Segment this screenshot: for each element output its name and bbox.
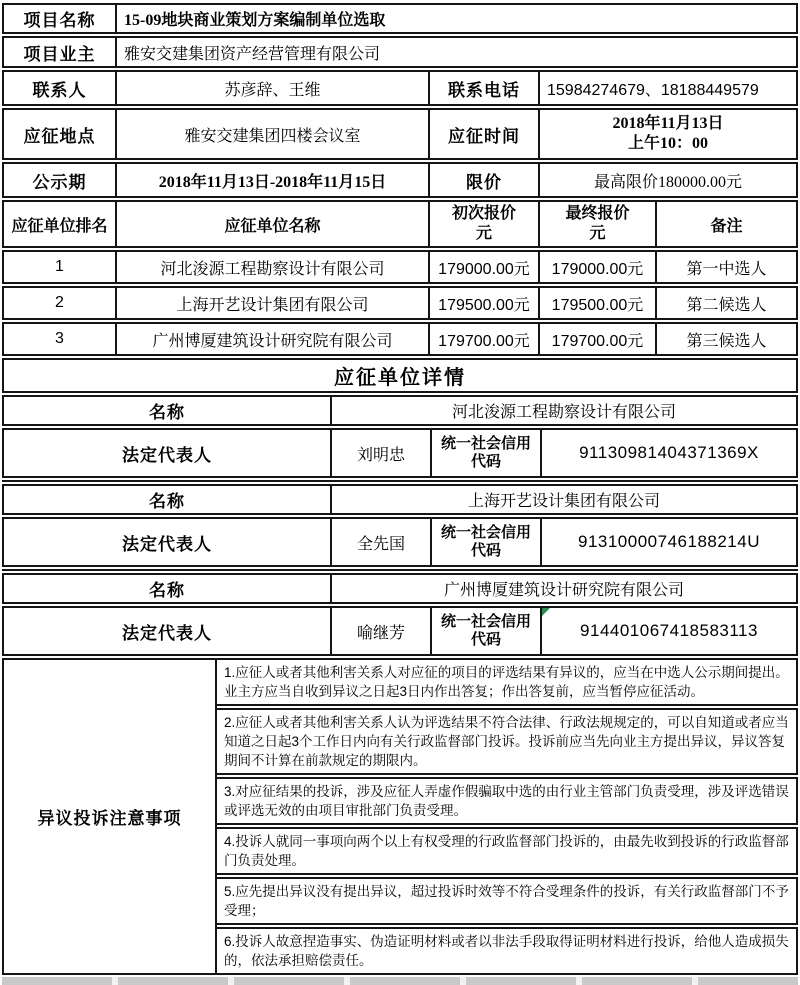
objection-note-4: 4.投诉人就同一事项向两个以上有权受理的行政监督部门投诉的，由最先收到投诉的行政监督部门负责处理。: [217, 827, 798, 875]
credit-code-label-line2: 代码: [470, 542, 501, 559]
final-price: 179500.00元: [540, 286, 657, 320]
company2-legal-row: [2, 517, 798, 567]
publicity-label: 公示期: [2, 162, 117, 198]
company-name-value: 上海开艺设计集团有限公司: [332, 484, 798, 515]
time-value: [540, 108, 798, 160]
time-label: 应征时间: [430, 108, 540, 160]
section-divider: [2, 480, 798, 482]
venue-value: 雅安交建集团四楼会议室: [117, 108, 430, 160]
col-final-price-line2: 元: [589, 225, 606, 242]
details-section-title: 应征单位详情: [2, 358, 798, 393]
objection-note-6: 6.投诉人故意捏造事实、伪造证明材料或者以非法手段取得证明材料进行投诉，给他人造成损失的，依法承担赔偿责任。: [217, 927, 798, 975]
company1-legal-row: [2, 428, 798, 478]
objection-note-1: 1.应征人或者其他利害关系人对应征的项目的评选结果有异议的，应当在中选人公示期间提出。业主方应当自收到异议之日起3日内作出答复；作出答复前，应当暂停应征活动。: [217, 658, 798, 706]
time-date: 2018年11月13日: [612, 115, 724, 132]
first-price: 179700.00元: [430, 322, 540, 356]
rank-value: 3: [2, 322, 117, 356]
final-price: 179000.00元: [540, 250, 657, 284]
col-final-price-header: [540, 200, 657, 248]
project-owner-label: 项目业主: [2, 36, 117, 68]
credit-code-label-line1: 统一社会信用: [440, 524, 531, 541]
legal-rep-label: 法定代表人: [2, 517, 332, 567]
objection-notes-block: [2, 658, 798, 975]
contact-label: 联系人: [2, 70, 117, 106]
legal-rep-value: 喻继芳: [332, 606, 432, 656]
credit-code-label-line2: 代码: [470, 453, 501, 470]
credit-code-label: [432, 428, 542, 478]
company1-name-row: [2, 395, 798, 426]
first-price: 179500.00元: [430, 286, 540, 320]
cropped-next-row-strip: [2, 977, 798, 985]
project-owner-value: 雅安交建集团资产经营管理有限公司: [117, 36, 798, 68]
objection-notes-label: 异议投诉注意事项: [2, 658, 217, 975]
price-limit-value: 最高限价180000.00元: [540, 162, 798, 198]
section-divider: [2, 569, 798, 571]
phone-label: 联系电话: [430, 70, 540, 106]
col-first-price-header: [430, 200, 540, 248]
col-first-price-line1: 初次报价: [451, 205, 516, 222]
project-name-row: [2, 3, 798, 34]
rank-value: 2: [2, 286, 117, 320]
ranking-row-3: [2, 322, 798, 356]
ranking-header-row: [2, 200, 798, 248]
remark: 第一中选人: [657, 250, 798, 284]
project-name-value: 15-09地块商业策划方案编制单位选取: [117, 3, 798, 34]
company-name-label: 名称: [2, 395, 332, 426]
credit-code-label-line1: 统一社会信用: [440, 435, 531, 452]
credit-code-value: 914401067418583113: [542, 606, 798, 656]
details-title-row: [2, 358, 798, 393]
legal-rep-label: 法定代表人: [2, 606, 332, 656]
bidder-name: 广州博厦建筑设计研究院有限公司: [117, 322, 430, 356]
final-price: 179700.00元: [540, 322, 657, 356]
credit-code-value: 91130981404371369X: [542, 428, 798, 478]
ranking-row-2: [2, 286, 798, 320]
project-name-label: 项目名称: [2, 3, 117, 34]
company2-name-row: [2, 484, 798, 515]
credit-code-value: 91310000746188214U: [542, 517, 798, 567]
legal-rep-value: 全先国: [332, 517, 432, 567]
objection-notes-list: [217, 658, 798, 975]
objection-note-2: 2.应征人或者其他利害关系人认为评选结果不符合法律、行政法规规定的，可以自知道或者应当知道之日起3个工作日内向有关行政监督部门投诉。投诉前应当先向业主方提出异议，异议答复期间不计算在前款规定的期限内。: [217, 708, 798, 775]
company3-legal-row: [2, 606, 798, 656]
rank-value: 1: [2, 250, 117, 284]
remark: 第三候选人: [657, 322, 798, 356]
credit-code-label: [432, 517, 542, 567]
bidder-name: 上海开艺设计集团有限公司: [117, 286, 430, 320]
col-name-header: 应征单位名称: [117, 200, 430, 248]
cell-corner-marker: [542, 608, 550, 616]
credit-code-label-line2: 代码: [470, 631, 501, 648]
company-name-value: 广州博厦建筑设计研究院有限公司: [332, 573, 798, 604]
company-name-value: 河北浚源工程勘察设计有限公司: [332, 395, 798, 426]
publicity-row: [2, 162, 798, 198]
company-name-label: 名称: [2, 573, 332, 604]
project-owner-row: [2, 36, 798, 68]
publicity-value: 2018年11月13日-2018年11月15日: [117, 162, 430, 198]
col-rank-header: 应征单位排名: [2, 200, 117, 248]
objection-note-3: 3.对应征结果的投诉，涉及应征人弄虚作假骗取中选的由行业主管部门负责受理，涉及评选错误或评选无效的由项目审批部门负责受理。: [217, 777, 798, 825]
phone-value: 15984274679、18188449579: [540, 70, 798, 106]
time-hour: 上午10：00: [627, 135, 708, 152]
first-price: 179000.00元: [430, 250, 540, 284]
ranking-row-1: [2, 250, 798, 284]
contact-value: 苏彦辞、王维: [117, 70, 430, 106]
company-name-label: 名称: [2, 484, 332, 515]
col-remark-header: 备注: [657, 200, 798, 248]
bidder-name: 河北浚源工程勘察设计有限公司: [117, 250, 430, 284]
credit-code-label-line1: 统一社会信用: [440, 613, 531, 630]
legal-rep-value: 刘明忠: [332, 428, 432, 478]
contact-row: [2, 70, 798, 106]
objection-note-5: 5.应先提出异议没有提出异议，超过投诉时效等不符合受理条件的投诉，有关行政监督部门不予受理；: [217, 877, 798, 925]
price-limit-label: 限价: [430, 162, 540, 198]
col-first-price-line2: 元: [475, 225, 492, 242]
legal-rep-label: 法定代表人: [2, 428, 332, 478]
venue-row: [2, 108, 798, 160]
remark: 第二候选人: [657, 286, 798, 320]
venue-label: 应征地点: [2, 108, 117, 160]
credit-code-label: [432, 606, 542, 656]
col-final-price-line1: 最终报价: [565, 205, 630, 222]
company3-name-row: [2, 573, 798, 604]
